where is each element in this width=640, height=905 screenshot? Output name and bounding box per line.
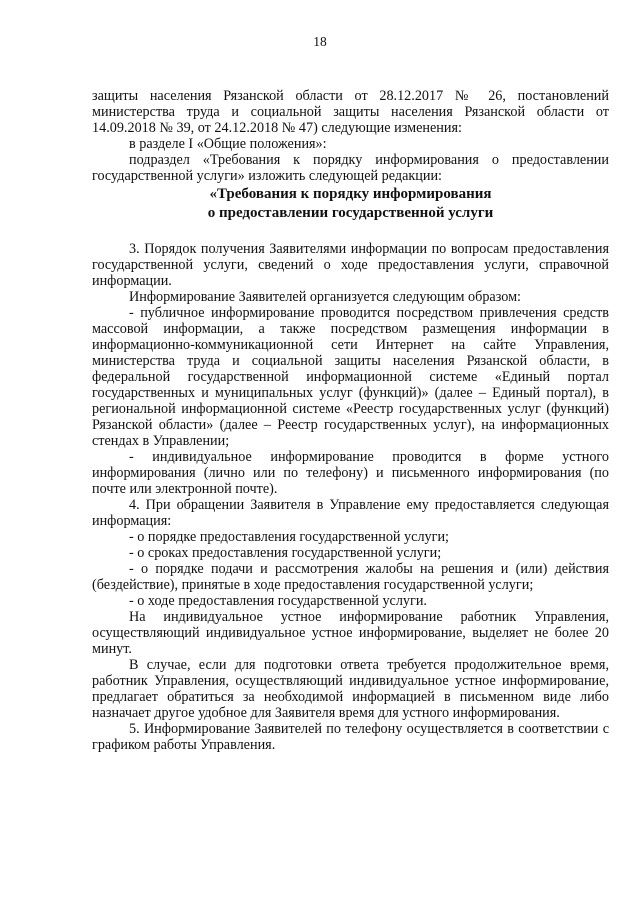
paragraph-5-phone-informing: 5. Информирование Заявителей по телефону осуществляется в соответствии с графиком работы Управления. <box>92 721 609 753</box>
paragraph-oral-informing-time: На индивидуальное устное информирование работник Управления, осуществляющий индивидуальное устное информирование, выделяет не более 20 минут. <box>92 609 609 657</box>
section-title-line-2: о предоставлении государственной услуги <box>207 205 494 221</box>
list-item-complaints: - о порядке подачи и рассмотрения жалобы на решения и (или) действия (бездействие), принятые в ходе предоставления государственной услуги; <box>92 561 609 593</box>
paragraph-informing-organization: Информирование Заявителей организуется следующим образом: <box>129 289 521 305</box>
section-title-line-1: «Требования к порядку информирования <box>209 186 492 202</box>
paragraph-individual-informing: - индивидуальное информирование проводится в форме устного информирования (лично или по телефону) и письменного информирования (по почте или электронной почте). <box>92 449 609 497</box>
paragraph-3-header: 3. Порядок получения Заявителями информации по вопросам предоставления государственной услуги, сведений о ходе предоставления услуги, справочной информации. <box>92 241 609 289</box>
paragraph-long-answer: В случае, если для подготовки ответа требуется продолжительное время, работник Управления, осуществляющий индивидуальное устное информирование, предлагает обратиться за необходимой информацией в письменном виде либо назначает другое удобное для Заявителя время для устного информирования. <box>92 657 609 721</box>
list-item-deadlines: - о сроках предоставления государственной услуги; <box>129 545 442 561</box>
page-number: 18 <box>313 34 327 49</box>
document-body <box>92 88 609 753</box>
intro-paragraph-1: защиты населения Рязанской области от 28.12.2017 № 26, постановлений министерства труда и социальной защиты населения Рязанской области от 14.09.2018 № 39, от 24.12.2018 № 47) следующие изменения: <box>92 88 609 136</box>
paragraph-4-header: 4. При обращении Заявителя в Управление ему предоставляется следующая информация: <box>92 497 609 529</box>
intro-paragraph-2: в разделе I «Общие положения»: <box>129 136 327 152</box>
intro-paragraph-3: подраздел «Требования к порядку информирования о предоставлении государственной услуги» изложить следующей редакции: <box>92 152 609 184</box>
section-title <box>92 185 609 223</box>
list-item-procedure: - о порядке предоставления государственной услуги; <box>129 529 449 545</box>
paragraph-public-informing: - публичное информирование проводится посредством привлечения средств массовой информации, а также посредством размещения информации в информационно-коммуникационной сети Интернет на сайте Управления, министерства труда и социальной защиты населения Рязанской области, в федеральной государственной информационной системе «Единый портал государственных и муниципальных услуг (функций)» (далее – Единый портал), в региональной информационной системе «Реестр государственных услуг (функций) Рязанской области» (далее – Реестр государственных услуг), на информационных стендах в Управлении; <box>92 305 609 449</box>
list-item-progress: - о ходе предоставления государственной услуги. <box>129 593 427 609</box>
